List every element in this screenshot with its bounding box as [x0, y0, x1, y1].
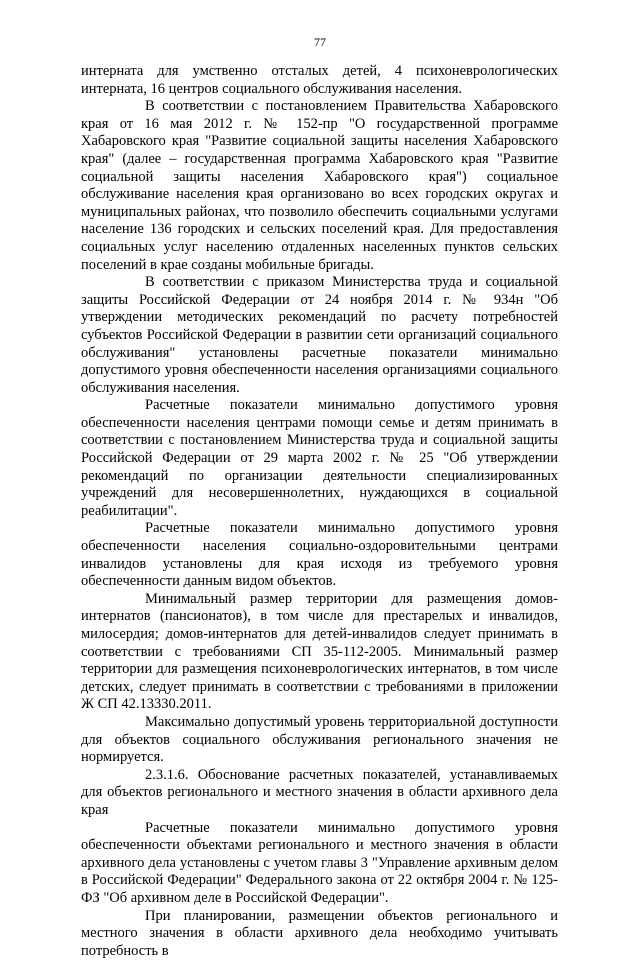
page-number: 77: [0, 35, 640, 49]
paragraph: Расчетные показатели минимально допустимого уровня обеспеченности объектами регионального и местного значения в области архивного дела установлены с учетом главы 3 "Управление архивным делом в Российской Федерации" Федерального закона от 22 октября 2004 г. № 125-ФЗ "Об архивном деле в Российской Федерации".: [81, 820, 558, 908]
document-body: [81, 63, 558, 960]
section-heading: 2.3.1.6. Обоснование расчетных показателей, устанавливаемых для объектов регионального и местного значения в области архивного дела края: [81, 767, 558, 820]
paragraph: Максимально допустимый уровень территориальной доступности для объектов социального обслуживания регионального значения не нормируется.: [81, 714, 558, 767]
paragraph: Минимальный размер территории для размещения домов-интернатов (пансионатов), в том числе для престарелых и инвалидов, милосердия; домов-интернатов для детей-инвалидов следует принимать в соответствии с требованиями СП 35-112-2005. Минимальный размер территории для размещения психоневрологических интернатов, в том числе детских, следует принимать в соответствии с требованиями в приложении Ж СП 42.13330.2011.: [81, 591, 558, 714]
paragraph: Расчетные показатели минимально допустимого уровня обеспеченности населения центрами помощи семье и детям принимать в соответствии с постановлением Министерства труда и социальной защиты Российской Федерации от 29 марта 2002 г. № 25 "Об утверждении рекомендаций по организации деятельности специализированных учреждений для несовершеннолетних, нуждающихся в социальной реабилитации".: [81, 397, 558, 520]
paragraph: При планировании, размещении объектов регионального и местного значения в области архивного дела необходимо учитывать потребность в: [81, 908, 558, 960]
paragraph: В соответствии с приказом Министерства труда и социальной защиты Российской Федерации от 24 ноября 2014 г. № 934н "Об утверждении методических рекомендаций по расчету потребностей субъектов Российской Федерации в развитии сети организаций социального обслуживания" установлены расчетные показатели минимально допустимого уровня обеспеченности населения организациями социального обслуживания населения.: [81, 274, 558, 397]
paragraph: В соответствии с постановлением Правительства Хабаровского края от 16 мая 2012 г. № 152-пр "О государственной программе Хабаровского края "Развитие социальной защиты населения Хабаровского края" (далее – государственная программа Хабаровского края "Развитие социальной защиты населения Хабаровского края") социальное обслуживание населения края организовано во всех городских округах и муниципальных районах, что позволило обеспечить социальными услугами население 136 городских и сельских поселений края. Для предоставления социальных услуг населению отдаленных населенных пунктов сельских поселений в крае созданы мобильные бригады.: [81, 98, 558, 274]
paragraph-continuation: интерната для умственно отсталых детей, 4 психоневрологических интерната, 16 центров социального обслуживания населения.: [81, 63, 558, 98]
paragraph: Расчетные показатели минимально допустимого уровня обеспеченности населения социально-оздоровительными центрами инвалидов установлены для края исходя из требуемого уровня обеспеченности данным видом объектов.: [81, 520, 558, 590]
